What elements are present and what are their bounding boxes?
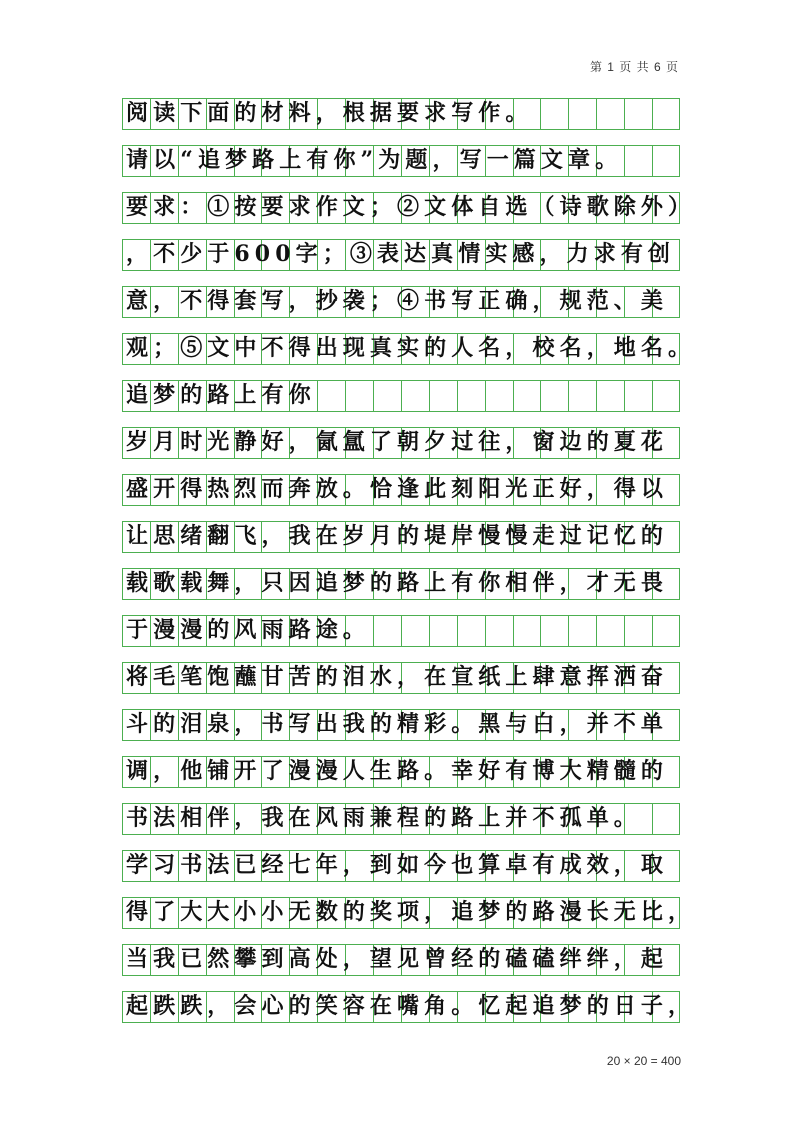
grid-line-bottom bbox=[122, 646, 680, 647]
grid-row bbox=[122, 286, 680, 333]
grid-row bbox=[122, 145, 680, 192]
grid-line-bottom bbox=[122, 364, 680, 365]
grid-line-bottom bbox=[122, 270, 680, 271]
grid-row bbox=[122, 98, 680, 145]
essay-line-text: 岁月时光静好，氤氲了朝夕过往，窗边的夏花 bbox=[126, 429, 669, 455]
grid-line-bottom bbox=[122, 129, 680, 130]
grid-row bbox=[122, 615, 680, 662]
essay-line-text: 书法相伴，我在风雨兼程的路上并不孤单。 bbox=[126, 805, 641, 831]
grid-line-bottom bbox=[122, 1022, 680, 1023]
composition-grid-paper bbox=[122, 98, 696, 1038]
essay-line-text: ，不少于600字；③表达真情实感，力求有创 bbox=[126, 241, 676, 267]
grid-row bbox=[122, 568, 680, 615]
page-number-header: 第 1 页 共 6 页 bbox=[589, 60, 679, 74]
essay-line-text: 盛开得热烈而奔放。恰逢此刻阳光正好，得以 bbox=[126, 476, 669, 502]
essay-line-text: 追梦的路上有你 bbox=[126, 382, 316, 408]
grid-row bbox=[122, 709, 680, 756]
grid-row bbox=[122, 803, 680, 850]
grid-line-bottom bbox=[122, 928, 680, 929]
grid-line-bottom bbox=[122, 317, 680, 318]
grid-line-bottom bbox=[122, 223, 680, 224]
grid-line-bottom bbox=[122, 834, 680, 835]
grid-line-bottom bbox=[122, 881, 680, 882]
grid-line-bottom bbox=[122, 975, 680, 976]
grid-row bbox=[122, 521, 680, 568]
essay-line-text: 阅读下面的材料，根据要求写作。 bbox=[126, 100, 533, 126]
grid-row bbox=[122, 239, 680, 286]
essay-line-text: 要求：①按要求作文；②文体自选（诗歌除外） bbox=[126, 194, 696, 220]
essay-line-text: 观；⑤文中不得出现真实的人名，校名，地名。 bbox=[126, 335, 696, 361]
grid-line-bottom bbox=[122, 505, 680, 506]
essay-line-text: 载歌载舞，只因追梦的路上有你相伴，才无畏 bbox=[126, 570, 669, 596]
grid-row bbox=[122, 662, 680, 709]
grid-row bbox=[122, 897, 696, 944]
grid-row bbox=[122, 333, 696, 380]
essay-line-text: 得了大大小小无数的奖项，追梦的路漫长无比， bbox=[126, 899, 696, 925]
essay-line-text: 斗的泪泉，书写出我的精彩。黑与白，并不单 bbox=[126, 711, 669, 737]
grid-row bbox=[122, 991, 696, 1038]
grid-line-bottom bbox=[122, 458, 680, 459]
essay-line-text: 起跌跌，会心的笑容在嘴角。忆起追梦的日子， bbox=[126, 993, 696, 1019]
essay-line-text: 调，他铺开了漫漫人生路。幸好有博大精髓的 bbox=[126, 758, 669, 784]
grid-row bbox=[122, 850, 680, 897]
grid-row bbox=[122, 427, 680, 474]
grid-line-bottom bbox=[122, 411, 680, 412]
essay-line-text: 学习书法已经七年，到如今也算卓有成效，取 bbox=[126, 852, 669, 878]
grid-row bbox=[122, 944, 680, 991]
grid-row bbox=[122, 380, 680, 427]
grid-row bbox=[122, 192, 696, 239]
grid-line-bottom bbox=[122, 693, 680, 694]
grid-line-bottom bbox=[122, 599, 680, 600]
grid-line-bottom bbox=[122, 787, 680, 788]
essay-line-text: 当我已然攀到高处，望见曾经的磕磕绊绊，起 bbox=[126, 946, 669, 972]
grid-line-bottom bbox=[122, 740, 680, 741]
essay-line-text: 将毛笔饱蘸甘苦的泪水，在宣纸上肆意挥洒奋 bbox=[126, 664, 669, 690]
essay-line-text: 于漫漫的风雨路途。 bbox=[126, 617, 370, 643]
grid-line-bottom bbox=[122, 176, 680, 177]
essay-line-text: 请以“追梦路上有你”为题，写一篇文章。 bbox=[126, 147, 623, 173]
grid-row bbox=[122, 474, 680, 521]
grid-row bbox=[122, 756, 680, 803]
grid-spec-footer: 20 × 20 = 400 bbox=[606, 1054, 681, 1068]
grid-line-bottom bbox=[122, 552, 680, 553]
essay-line-text: 意，不得套写，抄袭；④书写正确，规范、美 bbox=[126, 288, 669, 314]
essay-line-text: 让思绪翻飞，我在岁月的堤岸慢慢走过记忆的 bbox=[126, 523, 669, 549]
